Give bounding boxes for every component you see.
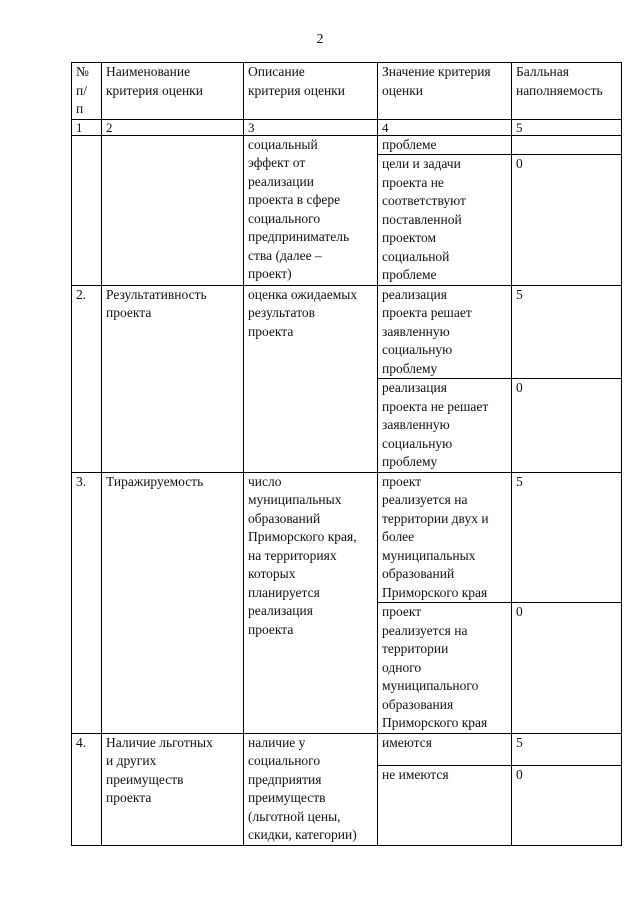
- criterion-description: социальный эффект от реализации проекта в сфере социального предприниматель ства (далее – проект): [244, 135, 378, 285]
- criterion-value: проблеме: [378, 135, 512, 155]
- criteria-table: [71, 62, 622, 846]
- header-criterion-name: Наименование критерия оценки: [102, 63, 244, 120]
- score: 5: [512, 733, 622, 765]
- header-criterion-description: Описание критерия оценки: [244, 63, 378, 120]
- column-number: 1: [72, 119, 102, 135]
- criterion-value: проект реализуется на территории одного муниципального образования Приморского края: [378, 603, 512, 734]
- row-number: 3.: [72, 472, 102, 733]
- header-number: № п/ п: [72, 63, 102, 120]
- score: [512, 135, 622, 155]
- score: 0: [512, 765, 622, 845]
- column-number: 3: [244, 119, 378, 135]
- table-row: [72, 472, 622, 603]
- criterion-value: проект реализуется на территории двух и более муниципальных образований Приморского края: [378, 472, 512, 603]
- score: 5: [512, 285, 622, 379]
- criterion-name: [102, 135, 244, 285]
- column-number-row: [72, 119, 622, 135]
- criterion-value: цели и задачи проекта не соответствуют поставленной проектом социальной проблеме: [378, 155, 512, 286]
- column-number: 2: [102, 119, 244, 135]
- table-row: [72, 135, 622, 155]
- column-number: 4: [378, 119, 512, 135]
- criterion-name: Результативность проекта: [102, 285, 244, 472]
- header-criterion-value: Значение критерия оценки: [378, 63, 512, 120]
- score: 5: [512, 472, 622, 603]
- criterion-name: Наличие льготных и других преимуществ проекта: [102, 733, 244, 845]
- table-row: [72, 733, 622, 765]
- criterion-value: не имеются: [378, 765, 512, 845]
- criterion-value: реализация проекта не решает заявленную социальную проблему: [378, 379, 512, 473]
- score: 0: [512, 603, 622, 734]
- criterion-description: наличие у социального предприятия преимуществ (льготной цены, скидки, категории): [244, 733, 378, 845]
- row-number: [72, 135, 102, 285]
- column-number: 5: [512, 119, 622, 135]
- page-number: 2: [316, 32, 324, 47]
- criterion-description: оценка ожидаемых результатов проекта: [244, 285, 378, 472]
- score: 0: [512, 379, 622, 473]
- header-score: Балльная наполняемость: [512, 63, 622, 120]
- header-row: [72, 63, 622, 120]
- row-number: 2.: [72, 285, 102, 472]
- score: 0: [512, 155, 622, 286]
- criterion-value: реализация проекта решает заявленную социальную проблему: [378, 285, 512, 379]
- criterion-name: Тиражируемость: [102, 472, 244, 733]
- row-number: 4.: [72, 733, 102, 845]
- criterion-value: имеются: [378, 733, 512, 765]
- table-row: [72, 285, 622, 379]
- criterion-description: число муниципальных образований Приморского края, на территориях которых планируется реализация проекта: [244, 472, 378, 733]
